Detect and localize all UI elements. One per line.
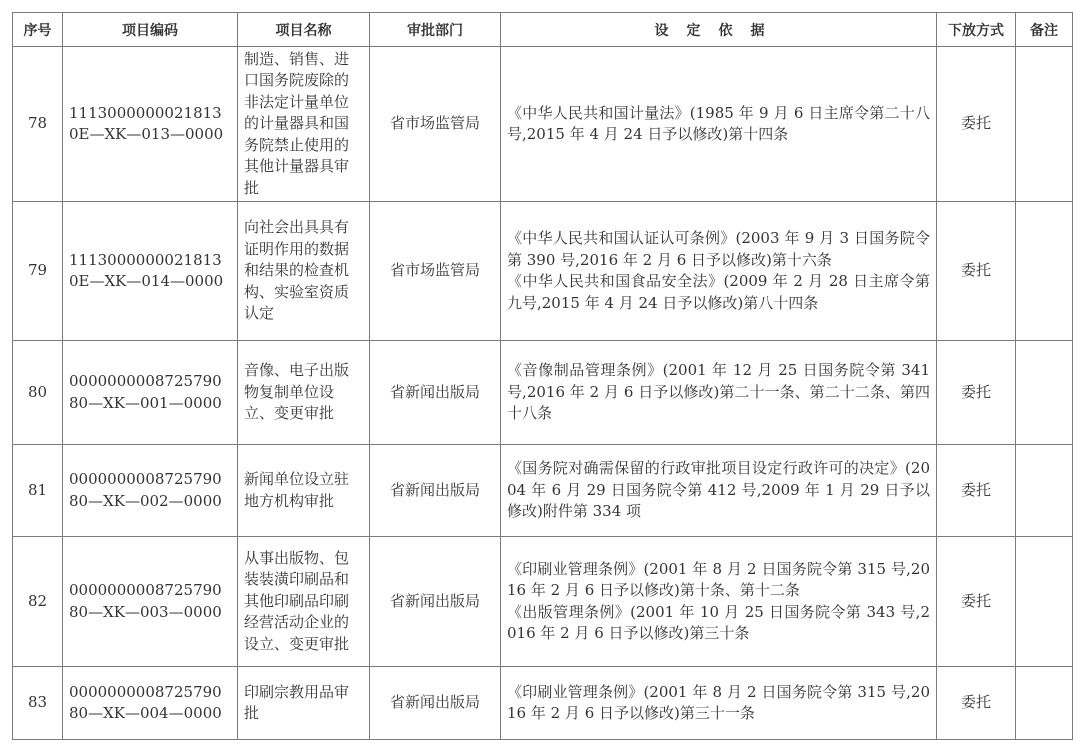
basis-clause: 《印刷业管理条例》(2001 年 8 月 2 日国务院令第 315 号,2016 年 2 月 6 日予以修改)第十条、第十二条 <box>507 559 930 599</box>
delegation-method: 委托 <box>937 47 1016 202</box>
approval-department: 省新闻出版局 <box>370 537 501 667</box>
project-code: 11130000000218130E—XK—014—0000 <box>63 202 238 341</box>
delegation-method: 委托 <box>937 445 1016 537</box>
header-note: 备注 <box>1016 13 1073 47</box>
legal-basis <box>501 47 937 202</box>
project-name: 新闻单位设立驻地方机构审批 <box>238 445 370 537</box>
basis-clause: 《中华人民共和国食品安全法》(2009 年 2 月 28 日主席令第九号,2015 年 4 月 24 日予以修改)第八十四条 <box>507 272 930 312</box>
remarks <box>1016 445 1073 537</box>
project-name: 从事出版物、包装装潢印刷品和其他印刷品印刷经营活动企业的设立、变更审批 <box>238 537 370 667</box>
project-code: 000000000872579080—XK—004—0000 <box>63 667 238 740</box>
remarks <box>1016 202 1073 341</box>
basis-clause: 《出版管理条例》(2001 年 10 月 25 日国务院令第 343 号,2016 年 2 月 6 日予以修改)第三十条 <box>507 602 930 642</box>
header-dept: 审批部门 <box>370 13 501 47</box>
approval-department: 省新闻出版局 <box>370 667 501 740</box>
table-row <box>13 667 1073 740</box>
project-name: 制造、销售、进口国务院废除的非法定计量单位的计量器具和国务院禁止使用的其他计量器具审批 <box>238 47 370 202</box>
remarks <box>1016 47 1073 202</box>
basis-clause: 《中华人民共和国认证认可条例》(2003 年 9 月 3 日国务院令第 390 号,2016 年 2 月 6 日予以修改)第十六条 <box>507 229 930 269</box>
remarks <box>1016 537 1073 667</box>
table-row <box>13 47 1073 202</box>
row-number: 81 <box>13 445 63 537</box>
header-code: 项目编码 <box>63 13 238 47</box>
legal-basis <box>501 445 937 537</box>
basis-clause: 《国务院对确需保留的行政审批项目设定行政许可的决定》(2004 年 6 月 29 日国务院令第 412 号,2009 年 1 月 29 日予以修改)附件第 334 项 <box>507 459 930 521</box>
approval-items-table <box>12 12 1073 740</box>
table-row <box>13 202 1073 341</box>
legal-basis <box>501 341 937 445</box>
delegation-method: 委托 <box>937 537 1016 667</box>
table-row <box>13 445 1073 537</box>
project-code: 11130000000218130E—XK—013—0000 <box>63 47 238 202</box>
delegation-method: 委托 <box>937 341 1016 445</box>
header-basis: 设定依据 <box>501 13 937 47</box>
legal-basis <box>501 202 937 341</box>
project-code: 000000000872579080—XK—002—0000 <box>63 445 238 537</box>
header-method: 下放方式 <box>937 13 1016 47</box>
legal-basis <box>501 667 937 740</box>
delegation-method: 委托 <box>937 667 1016 740</box>
header-no: 序号 <box>13 13 63 47</box>
row-number: 78 <box>13 47 63 202</box>
approval-department: 省新闻出版局 <box>370 445 501 537</box>
project-name: 音像、电子出版物复制单位设立、变更审批 <box>238 341 370 445</box>
approval-department: 省市场监管局 <box>370 47 501 202</box>
delegation-method: 委托 <box>937 202 1016 341</box>
basis-clause: 《音像制品管理条例》(2001 年 12 月 25 日国务院令第 341 号,2016 年 2 月 6 日予以修改)第二十一条、第二十二条、第四十八条 <box>507 361 930 423</box>
basis-clause: 《印刷业管理条例》(2001 年 8 月 2 日国务院令第 315 号,2016 年 2 月 6 日予以修改)第三十一条 <box>507 682 930 722</box>
header-row <box>13 13 1073 47</box>
table-body <box>13 47 1073 740</box>
project-code: 000000000872579080—XK—001—0000 <box>63 341 238 445</box>
remarks <box>1016 341 1073 445</box>
row-number: 79 <box>13 202 63 341</box>
remarks <box>1016 667 1073 740</box>
project-name: 向社会出具具有证明作用的数据和结果的检查机构、实验室资质认定 <box>238 202 370 341</box>
table-row <box>13 537 1073 667</box>
basis-clause: 《中华人民共和国计量法》(1985 年 9 月 6 日主席令第二十八号,2015 年 4 月 24 日予以修改)第十四条 <box>507 103 930 143</box>
legal-basis <box>501 537 937 667</box>
row-number: 80 <box>13 341 63 445</box>
project-name: 印刷宗教用品审批 <box>238 667 370 740</box>
row-number: 82 <box>13 537 63 667</box>
row-number: 83 <box>13 667 63 740</box>
document-page <box>12 12 1072 740</box>
approval-department: 省市场监管局 <box>370 202 501 341</box>
header-name: 项目名称 <box>238 13 370 47</box>
project-code: 000000000872579080—XK—003—0000 <box>63 537 238 667</box>
table-row <box>13 341 1073 445</box>
approval-department: 省新闻出版局 <box>370 341 501 445</box>
